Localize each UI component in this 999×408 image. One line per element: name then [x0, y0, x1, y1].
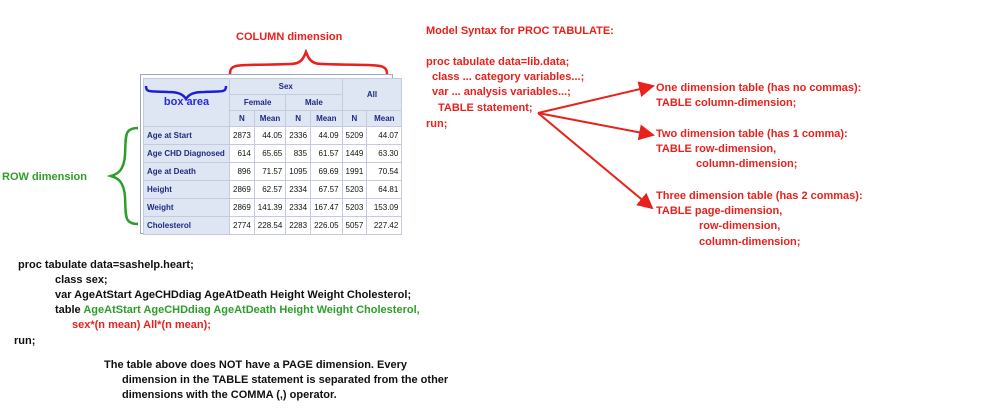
table-cell: 71.57: [254, 163, 285, 181]
table-cell: 2334: [286, 181, 311, 199]
two-dim-line-1: TABLE row-dimension,: [656, 143, 777, 155]
row-header: Height: [144, 181, 230, 199]
table-cell: 63.30: [367, 145, 402, 163]
table-cell: 167.47: [311, 199, 342, 217]
male-header: Male: [286, 95, 342, 111]
table-cell: 5203: [342, 181, 367, 199]
three-dim-line-2: row-dimension,: [699, 220, 781, 232]
box-brace: [146, 86, 226, 99]
table-cell: 5057: [342, 217, 367, 235]
table-cell: 61.57: [311, 145, 342, 163]
three-dim-line-1: TABLE page-dimension,: [656, 205, 783, 217]
table-cell: 44.05: [254, 127, 285, 145]
table-cell: 62.57: [254, 181, 285, 199]
stat-header: N: [342, 111, 367, 127]
note-line-1: The table above does NOT have a PAGE dimension. Every: [104, 359, 407, 371]
row-header: Age at Death: [144, 163, 230, 181]
model-syntax-line-3: var ... analysis variables...;: [432, 86, 571, 98]
table-cell: 2334: [286, 199, 311, 217]
sex-header: Sex: [230, 79, 343, 95]
note-line-3: dimensions with the COMMA (,) operator.: [122, 389, 337, 401]
arrow-three-dim: [538, 113, 652, 208]
table-cell: 227.42: [367, 217, 402, 235]
row-dimension-label: ROW dimension: [2, 171, 87, 183]
box-area: box area: [144, 79, 230, 127]
table-cell: 2869: [230, 181, 255, 199]
two-dim-line-2: column-dimension;: [696, 158, 798, 170]
code-row-variables: AgeAtStart AgeCHDdiag AgeAtDeath Height Weight Cholesterol,: [83, 304, 420, 316]
row-header: Age at Start: [144, 127, 230, 145]
row-brace: [111, 128, 138, 224]
code-line-4: [55, 303, 420, 318]
table-cell: 67.57: [311, 181, 342, 199]
table-cell: 65.65: [254, 145, 285, 163]
arrow-two-dim: [538, 113, 653, 135]
model-syntax-line-4: TABLE statement;: [438, 102, 533, 114]
model-syntax-title: Model Syntax for PROC TABULATE:: [426, 25, 614, 37]
model-syntax-line-1: proc tabulate data=lib.data;: [426, 56, 570, 68]
stat-header: Mean: [367, 111, 402, 127]
column-dimension-label: COLUMN dimension: [236, 31, 343, 43]
table-cell: 5203: [342, 199, 367, 217]
table-cell: 1991: [342, 163, 367, 181]
three-dim-line-3: column-dimension;: [699, 236, 801, 248]
female-header: Female: [230, 95, 286, 111]
code-line-2: class sex;: [55, 274, 108, 286]
column-brace: [230, 52, 387, 74]
row-header: Age CHD Diagnosed: [144, 145, 230, 163]
table-cell: 896: [230, 163, 255, 181]
table-cell: 44.07: [367, 127, 402, 145]
table-cell: 64.81: [367, 181, 402, 199]
stat-header: Mean: [311, 111, 342, 127]
one-dim-title: One dimension table (has no commas):: [656, 82, 862, 94]
two-dim-title: Two dimension table (has 1 comma):: [656, 128, 848, 140]
table-cell: 44.09: [311, 127, 342, 145]
code-line-1: proc tabulate data=sashelp.heart;: [18, 259, 194, 271]
model-syntax-line-2: class ... category variables...;: [432, 71, 585, 83]
table-cell: 2336: [286, 127, 311, 145]
row-header: Weight: [144, 199, 230, 217]
table-cell: 70.54: [367, 163, 402, 181]
code-line-3: var AgeAtStart AgeCHDdiag AgeAtDeath Height Weight Cholesterol;: [55, 289, 412, 301]
table-cell: 614: [230, 145, 255, 163]
table-cell: 69.69: [311, 163, 342, 181]
three-dim-title: Three dimension table (has 2 commas):: [656, 190, 863, 202]
table-cell: 1095: [286, 163, 311, 181]
table-cell: 2873: [230, 127, 255, 145]
table-cell: 2869: [230, 199, 255, 217]
code-line-5: sex*(n mean) All*(n mean);: [72, 319, 211, 331]
stat-header: N: [286, 111, 311, 127]
table-cell: 2774: [230, 217, 255, 235]
table-cell: 2283: [286, 217, 311, 235]
model-syntax-line-5: run;: [426, 118, 448, 130]
code-table-keyword: table: [55, 304, 81, 316]
code-line-6: run;: [14, 335, 36, 347]
table-cell: 1449: [342, 145, 367, 163]
table-cell: 226.05: [311, 217, 342, 235]
stat-header: Mean: [254, 111, 285, 127]
one-dim-line-1: TABLE column-dimension;: [656, 97, 797, 109]
table-cell: 153.09: [367, 199, 402, 217]
table-cell: 835: [286, 145, 311, 163]
table-cell: 228.54: [254, 217, 285, 235]
row-header: Cholesterol: [144, 217, 230, 235]
stat-header: N: [230, 111, 255, 127]
note-line-2: dimension in the TABLE statement is separated from the other: [122, 374, 449, 386]
all-header: All: [342, 79, 402, 111]
table-cell: 5209: [342, 127, 367, 145]
table-cell: 141.39: [254, 199, 285, 217]
